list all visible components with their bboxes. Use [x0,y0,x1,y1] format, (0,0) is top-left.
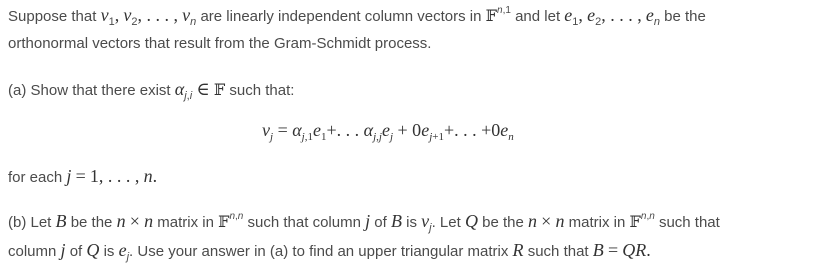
part-b-line-1: (b) Let B be the n × n matrix in 𝔽$^{n,n}$ such that column j of B is $v_j$. Let Q be the n × n matrix in 𝔽$^{n,n}$ such that [8,211,720,234]
part-a-condition: for each j = 1, . . . , n. [8,166,158,186]
part-a-equation: $v_j = \alpha_{j,1}e_1+$. . . $\alpha_{j,j}e_j + 0e_{j+1}+$. . . $+0e_n$ [262,120,514,143]
intro-line-2: orthonormal vectors that result from the Gram-Schmidt process. [8,35,432,52]
part-a-prompt: (a) Show that there exist $\alpha_{j,i}$ ∈ 𝔽 such that: [8,79,295,102]
part-b-line-2: column j of Q is $e_j$. Use your answer in (a) to find an upper triangular matrix R such that B = QR. [8,240,651,263]
intro-line-1: Suppose that $v_1$, $v_2$, . . . , $v_n$ are linearly independent column vectors in 𝔽$^{n,1}$ and let $e_1$, $e_2$, . . . , $e_n$ be the [8,5,706,28]
